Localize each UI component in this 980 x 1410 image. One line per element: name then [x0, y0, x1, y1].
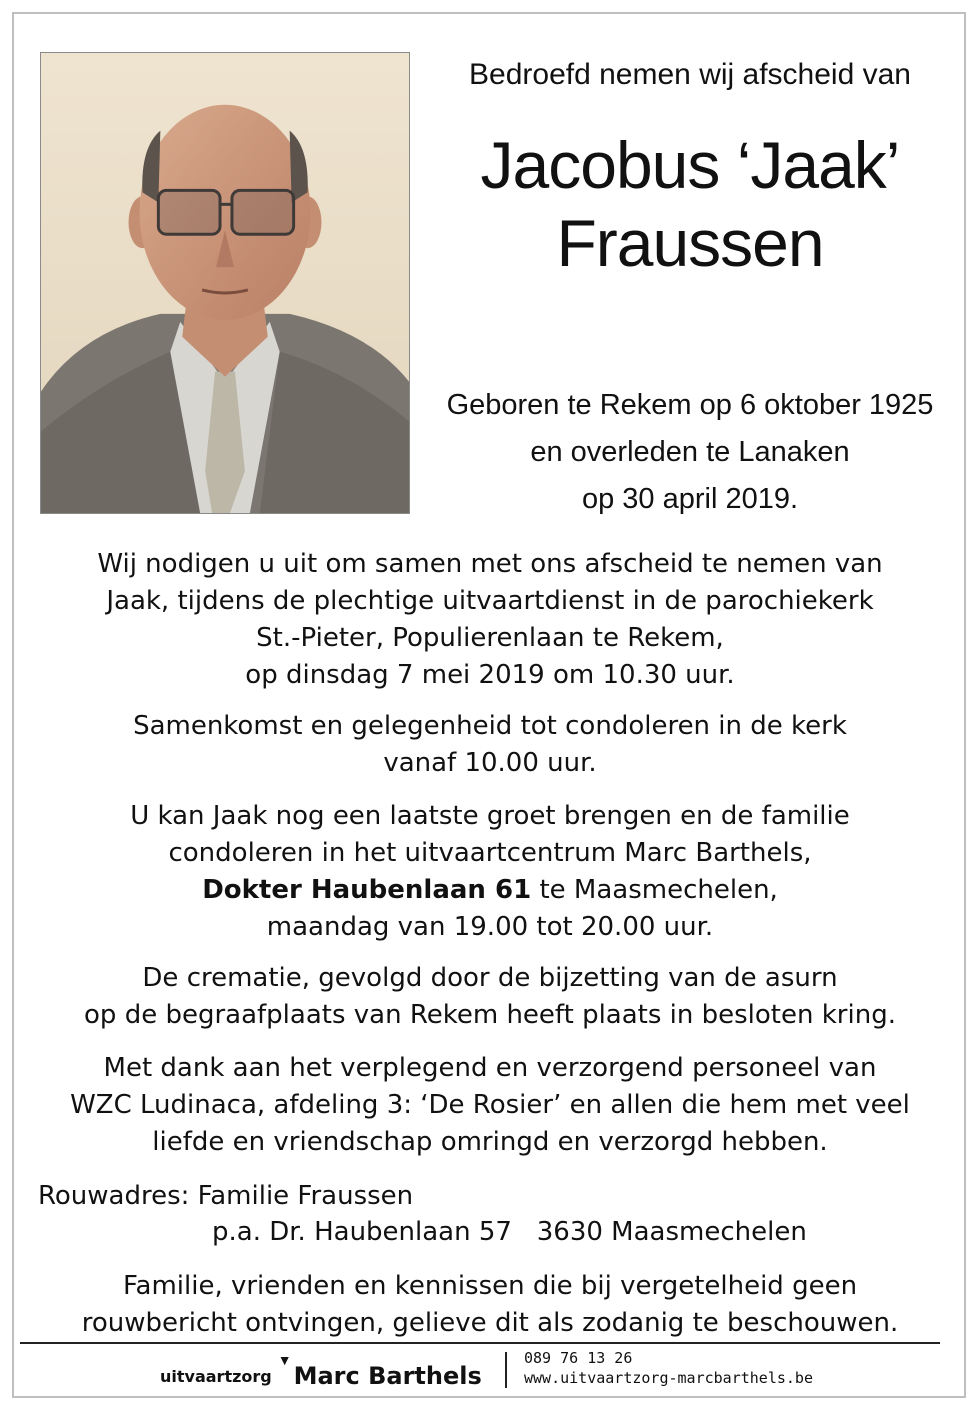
thanks-line: liefde en vriendschap omringd en verzorgd hebben. — [152, 1127, 828, 1157]
thanks-line: WZC Ludinaca, afdeling 3: ‘De Rosier’ en allen die hem met veel — [70, 1090, 910, 1120]
notice-line: rouwbericht ontvingen, gelieve dit als zodanig te beschouwen. — [81, 1308, 899, 1338]
mourning-address-label: Rouwadres: Familie Fraussen — [38, 1181, 414, 1211]
notice-line: Familie, vrienden en kennissen die bij vergetelheid geen — [122, 1271, 858, 1301]
ceremony-line: St.-Pieter, Populierenlaan te Rekem, — [256, 623, 724, 653]
gathering-line: Samenkomst en gelegenheid tot condoleren in de kerk — [133, 711, 847, 741]
deceased-name — [420, 126, 960, 282]
mourning-address-street: p.a. Dr. Haubenlaan 57 3630 Maasmechelen — [212, 1217, 807, 1247]
visitation-line: U kan Jaak nog een laatste groet brengen en de familie — [130, 801, 850, 831]
cremation-line: De crematie, gevolgd door de bijzetting van de asurn — [142, 963, 838, 993]
triangle-icon: ▼ — [277, 1354, 292, 1369]
visitation-line: condoleren in het uitvaartcentrum Marc Barthels, — [168, 838, 812, 868]
portrait-image — [41, 53, 409, 513]
footer-contact — [524, 1348, 813, 1388]
logo-brand: Marc Barthels — [293, 1362, 482, 1390]
footer-separator — [505, 1352, 507, 1388]
life-dates — [420, 382, 960, 523]
logo-prefix: uitvaartzorg — [160, 1367, 272, 1386]
funeral-home-logo — [160, 1352, 482, 1392]
footer-divider — [20, 1342, 940, 1344]
visitation-line: maandag van 19.00 tot 20.00 uur. — [266, 912, 714, 942]
death-date-line: op 30 april 2019. — [581, 483, 799, 515]
name-line-1: Jacobus ‘Jaak’ — [480, 128, 900, 202]
thanks-paragraph — [30, 1050, 950, 1161]
cremation-line: op de begraafplaats van Rekem heeft plaats in besloten kring. — [84, 1000, 896, 1030]
ceremony-paragraph — [30, 546, 950, 694]
death-place-line: en overleden te Lanaken — [530, 436, 850, 468]
ceremony-line: Jaak, tijdens de plechtige uitvaartdienst in de parochiekerk — [106, 586, 874, 616]
name-line-2: Fraussen — [556, 206, 824, 280]
thanks-line: Met dank aan het verplegend en verzorgend personeel van — [103, 1053, 877, 1083]
intro-text: Bedroefd nemen wij afscheid van — [469, 58, 911, 91]
funeral-home-city: te Maasmechelen, — [531, 875, 778, 905]
phone-number: 089 76 13 26 — [524, 1349, 633, 1367]
birth-line: Geboren te Rekem op 6 oktober 1925 — [446, 389, 934, 421]
visitation-paragraph — [30, 798, 950, 946]
portrait-photo — [40, 52, 410, 514]
funeral-home-address: Dokter Haubenlaan 61 — [202, 875, 532, 905]
visitation-line — [30, 872, 950, 909]
website-link[interactable]: www.uitvaartzorg-marcbarthels.be — [524, 1369, 813, 1387]
ceremony-line: op dinsdag 7 mei 2019 om 10.30 uur. — [245, 660, 735, 690]
cremation-paragraph — [30, 960, 950, 1034]
ceremony-line: Wij nodigen u uit om samen met ons afscheid te nemen van — [97, 549, 883, 579]
gathering-paragraph — [30, 708, 950, 782]
gathering-line: vanaf 10.00 uur. — [383, 748, 597, 778]
notice-paragraph — [30, 1268, 950, 1342]
